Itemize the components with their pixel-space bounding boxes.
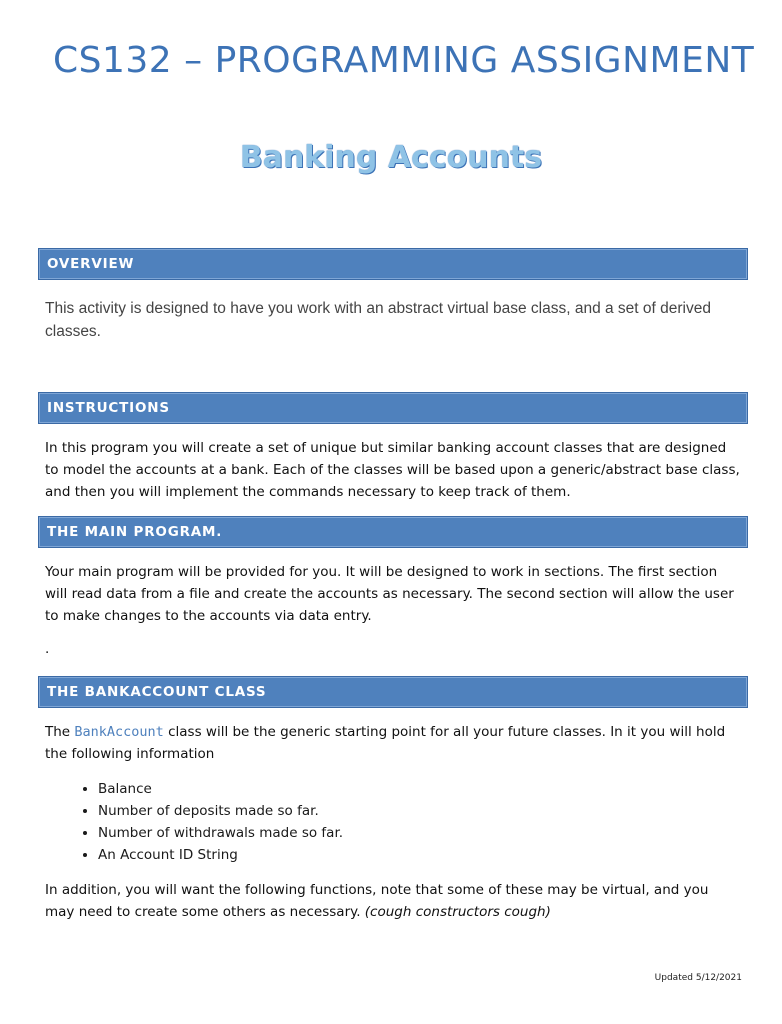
instructions-heading: INSTRUCTIONS [47,400,170,416]
list-item: • An Account ID String [98,844,343,866]
bankaccount-intro-prefix: The [45,724,75,740]
bankaccount-closing-text: In addition, you will want the following functions, note that some of these may be virtual, and you may need to create some others as necessary. [45,882,709,920]
document-subtitle: Banking Accounts [239,140,543,175]
overview-text: This activity is designed to have you work with an abstract virtual base class, and a set of derived classes. [45,300,711,340]
list-item: • Number of deposits made so far. [98,800,343,822]
overview-heading: OVERVIEW [47,256,135,272]
bankaccount-closing-italic: (cough constructors cough) [364,904,551,920]
main-program-section-header [38,516,748,548]
main-program-heading: THE MAIN PROGRAM. [47,524,223,540]
main-program-text: Your main program will be provided for you. It will be designed to work in sections. The first section will read data from a file and create the accounts as necessary. The second section will allow the user to make changes to the accounts via data entry. [45,564,734,624]
updated-date: Updated 5/12/2021 [654,973,742,983]
bankaccount-intro-suffix: class will be the generic starting point for all your future classes. In it you will hold the following information [45,724,726,762]
overview-section-header [38,248,748,280]
list-item: • Balance [98,778,343,800]
bankaccount-closing [45,879,740,923]
bankaccount-section-header [38,676,748,708]
bankaccount-fields-list [45,778,343,866]
instructions-text: In this program you will create a set of unique but similar banking account classes that are designed to model the accounts at a bank. Each of the classes will be based upon a generic/abstract base class, and then you will implement the commands necessary to keep track of them. [45,440,740,500]
bankaccount-intro [45,721,740,765]
instructions-section-header [38,392,748,424]
list-item: • Number of withdrawals made so far. [98,822,343,844]
bankaccount-heading: THE BANKACCOUNT CLASS [47,684,267,700]
main-program-dot: . [45,641,50,657]
bankaccount-class-name: BankAccount [74,724,164,740]
page-title: CS132 – PROGRAMMING ASSIGNMENT [53,40,755,81]
